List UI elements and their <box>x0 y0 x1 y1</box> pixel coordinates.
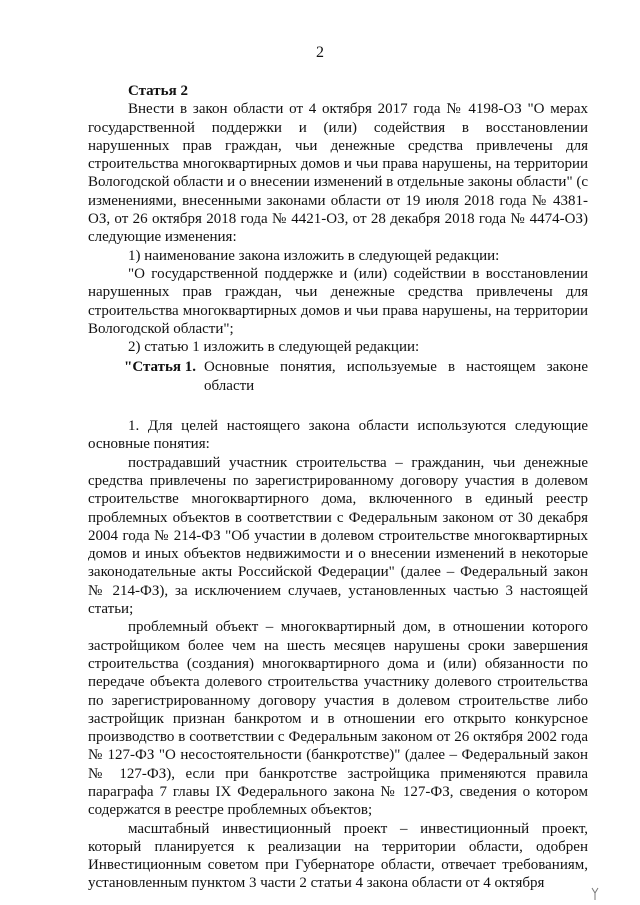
paragraph-definition-2: проблемный объект – многоквартирный дом, в отношении которого застройщиком более чем на шесть месяцев нарушены сроки завершения строительства (создания) многоквартирного дома и (или) обязанности по передаче объекта долевого строительства участнику долевого строительства по зарегистрированному договору участия в долевом строительстве либо застройщик признан банкротом и в отношении его открыто конкурсное производство в соответствии с Федеральным законом от 26 октября 2002 года № 127-ФЗ "О несостоятельности (банкротстве)" (далее – Федеральный закон № 127-ФЗ), если при банкротстве застройщика применяются правила параграфа 7 главы IX Федерального закона № 127-ФЗ, сведения о котором содержатся в реестре проблемных объектов; <box>88 619 588 819</box>
scan-mark-icon <box>590 887 600 901</box>
article-1-title-text: Основные понятия, используемые в настоящем законе области <box>204 359 588 394</box>
paragraph-item-1: 1) наименование закона изложить в следующей редакции: <box>128 247 500 264</box>
paragraph-definition-3: масштабный инвестиционный проект – инвестиционный проект, который планируется к реализации на территории области, одобрен Инвестиционным советом при Губернаторе области, отвечает требованиям, установленным пунктом 3 части 2 статьи 4 закона области от 4 октября <box>88 820 588 892</box>
paragraph-point-1: 1. Для целей настоящего закона области используются следующие основные понятия: <box>88 418 588 453</box>
page-number: 2 <box>316 44 324 61</box>
paragraph-item-1-quote: "О государственной поддержке и (или) содействии в восстановлении нарушенных прав граждан, чьи денежные средства привлечены для строительства многоквартирных домов и чьи права нарушены, на территории Вологодской области"; <box>88 265 588 337</box>
article-1-title <box>124 358 588 395</box>
document-body <box>88 82 588 893</box>
paragraph-item-2: 2) статью 1 изложить в следующей редакции: <box>128 339 420 356</box>
paragraph-definition-1: пострадавший участник строительства – гражданин, чьи денежные средства привлечены по зарегистрированному договору участия в долевом строительстве многоквартирного дома, включенного в единый реестр проблемных объектов в соответствии с Федеральным законом от 30 декабря 2004 года № 214-ФЗ "Об участии в долевом строительстве многоквартирных домов и иных объектов недвижимости и о внесении изменений в некоторые законодательные акты Российской Федерации" (далее – Федеральный закон № 214-ФЗ), за исключением случаев, установленных частью 3 настоящей статьи; <box>88 454 588 618</box>
paragraph-intro: Внести в закон области от 4 октября 2017 года № 4198-ОЗ "О мерах государственной поддержки и (или) содействия в восстановлении нарушенных прав граждан, чьи денежные средства привлечены для строительства многоквартирных домов и чьи права нарушены, на территории Вологодской области и о внесении изменений в отдельные законы области" (с изменениями, внесенными законами области от 19 июля 2018 года № 4381-ОЗ, от 26 октября 2018 года № 4421-ОЗ, от 28 декабря 2018 года № 4474-ОЗ) следующие изменения: <box>88 101 588 246</box>
article-1-lead: "Статья 1. <box>124 359 197 376</box>
article-heading: Статья 2 <box>128 83 188 99</box>
scan-mark <box>590 887 600 901</box>
